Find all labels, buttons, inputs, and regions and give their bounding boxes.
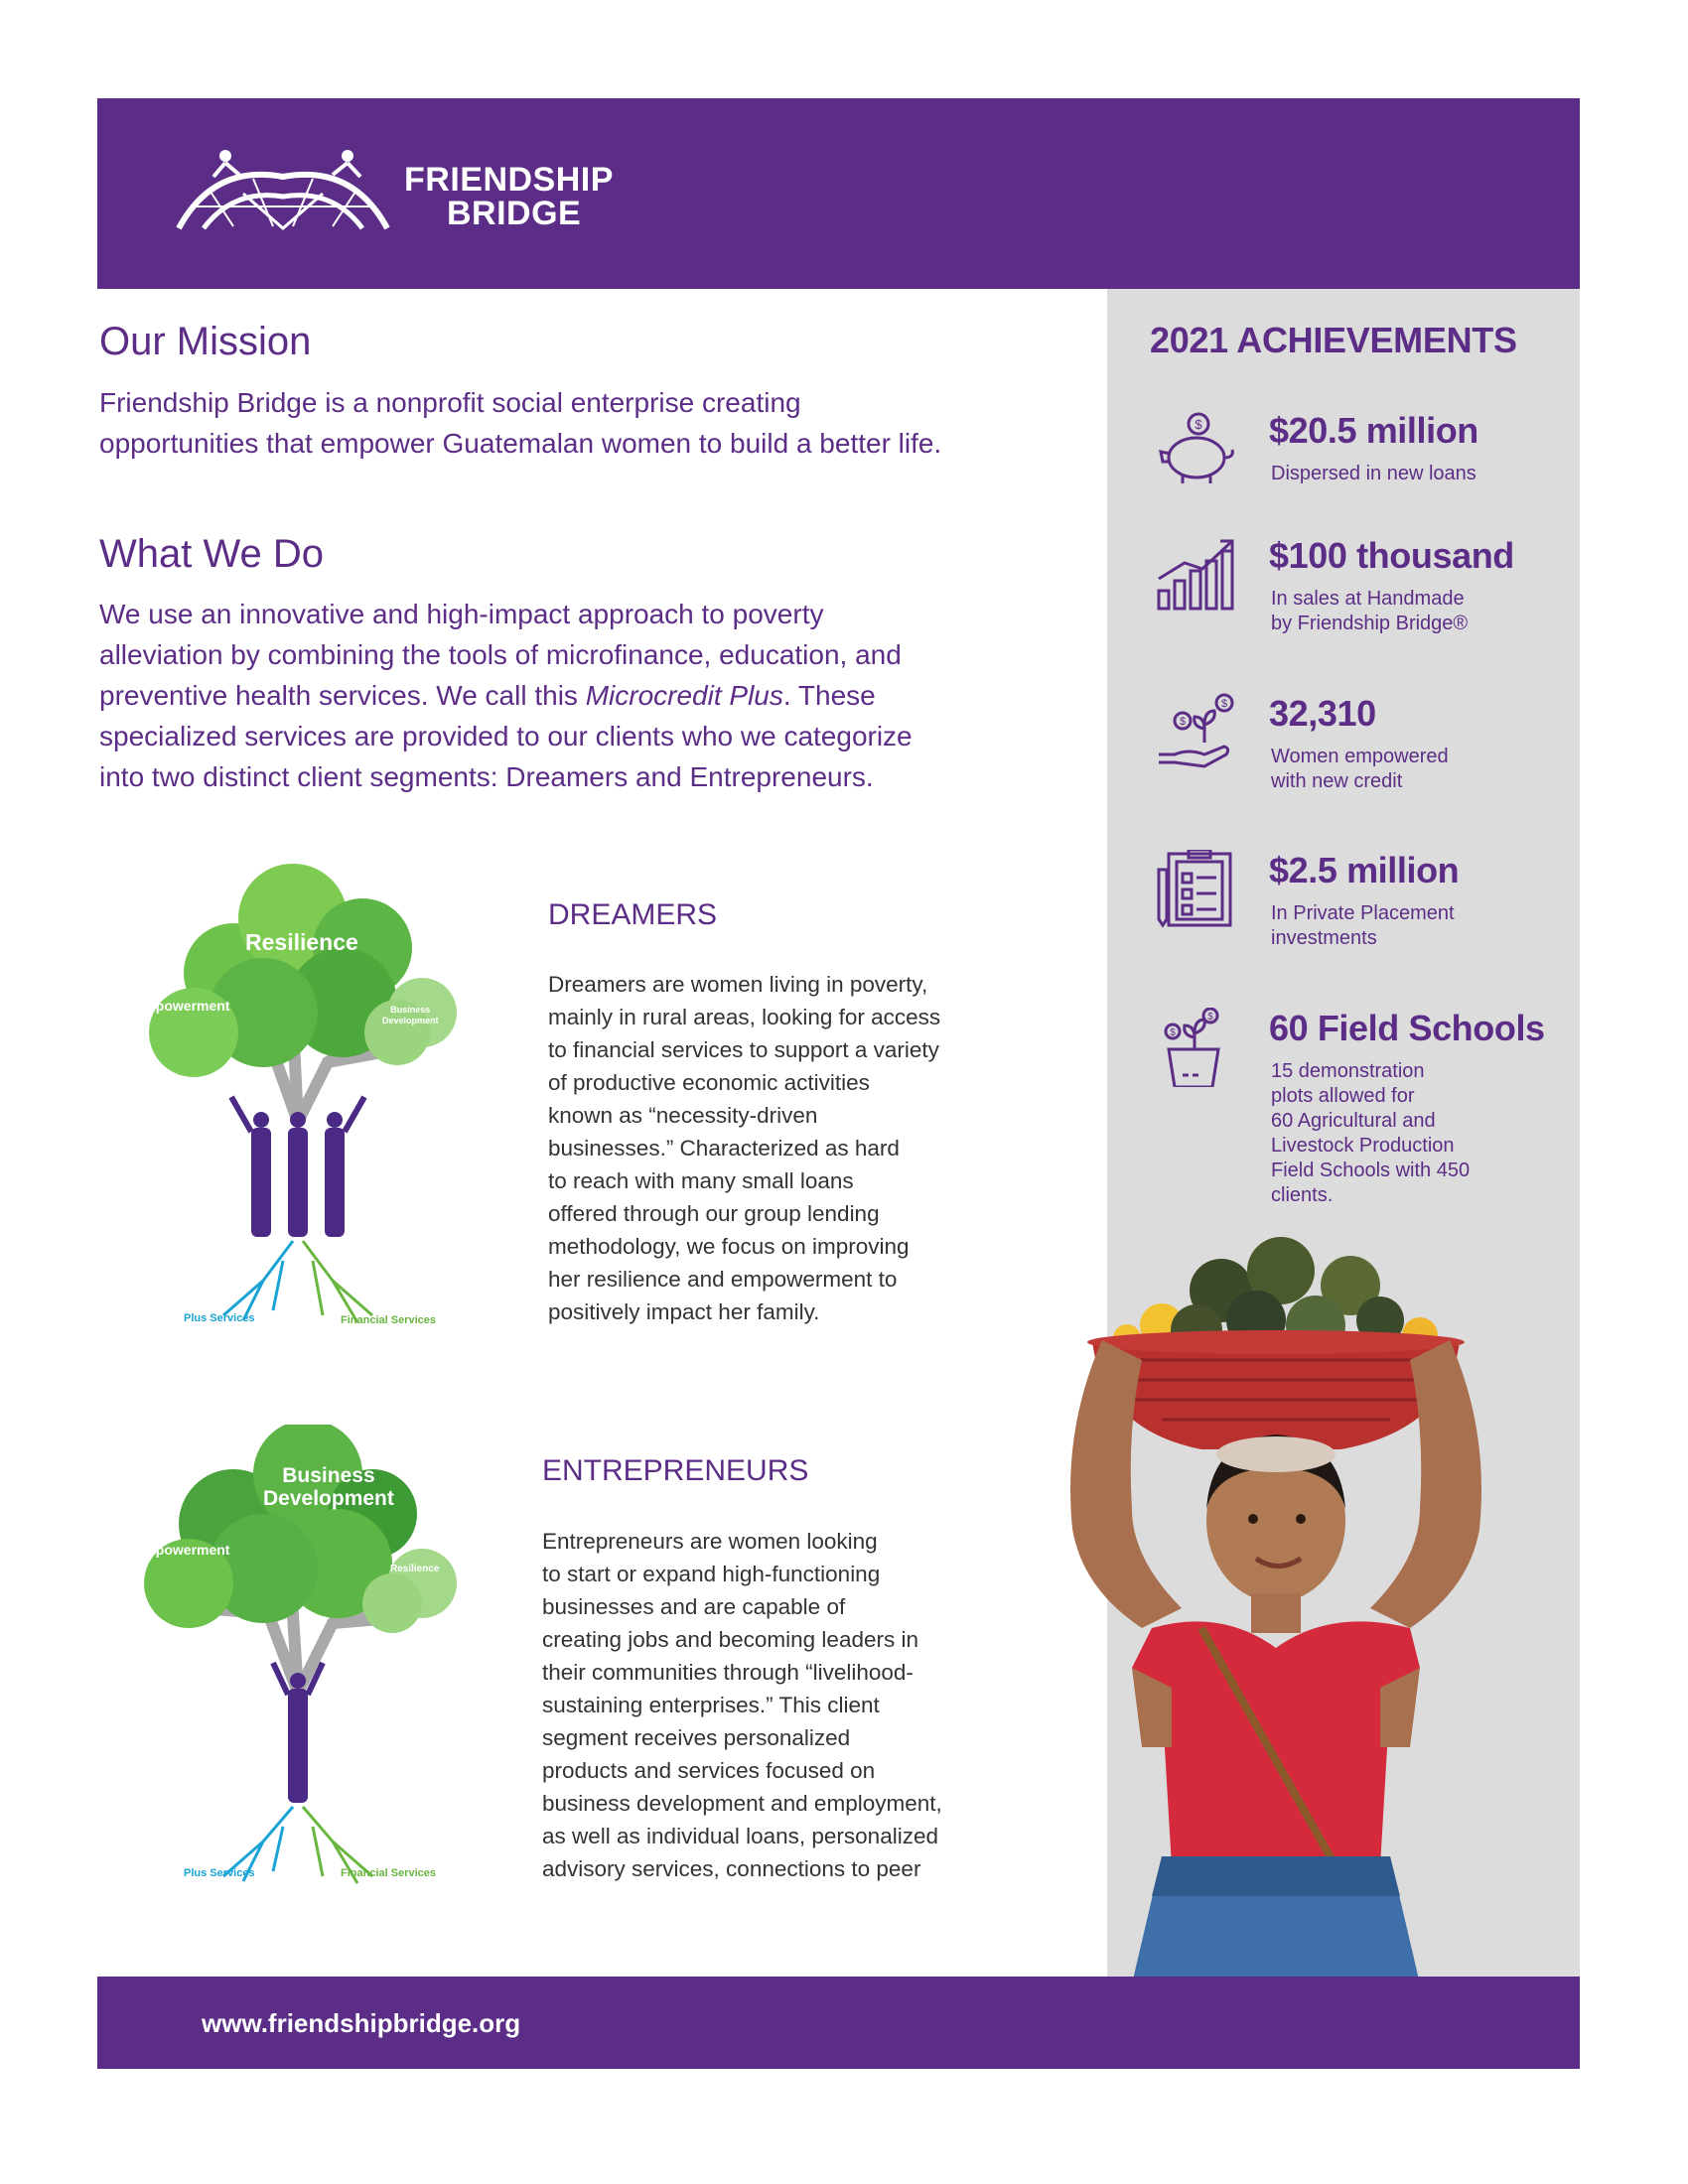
- achievement-value: 60 Field Schools: [1269, 1008, 1545, 1048]
- dreamers-text: Dreamers are women living in poverty, mainly in rural areas, looking for access to financial services to support a variety of productive economic activities known as “necessity-driven businesses.” Characterized as hard to reach with many small loans offered through our group lending methodology, we focus on improving her resilience and empowerment to positively impact her family.: [548, 972, 941, 1324]
- entrepreneurs-heading: ENTREPRENEURS: [542, 1454, 809, 1487]
- svg-text:$: $: [1220, 698, 1228, 710]
- mission-heading: Our Mission: [99, 320, 312, 363]
- svg-text:$: $: [1179, 716, 1187, 728]
- achievement-value: $100 thousand: [1269, 535, 1514, 576]
- achievement-value: $20.5 million: [1269, 410, 1478, 451]
- root-label-financial-services: Financial Services: [341, 1867, 436, 1879]
- tree-label-left: Empowerment: [134, 1542, 230, 1558]
- achievement-description: Dispersed in new loans: [1271, 463, 1477, 484]
- root-label-plus-services: Plus Services: [184, 1312, 255, 1324]
- woman-with-fruit-basket-photo: [1023, 1231, 1579, 2069]
- achievement-description: 15 demonstration plots allowed for 60 Agricultural and Livestock Production Field Schools with 450 clients.: [1271, 1060, 1471, 1206]
- piggy-bank-icon: [1155, 410, 1244, 489]
- what-we-do-heading: What We Do: [99, 532, 324, 576]
- tree-label-right: Business Development: [382, 1005, 439, 1025]
- hand-money-plant-icon: [1155, 693, 1244, 772]
- tree-label-main: Resilience: [245, 929, 358, 955]
- tree-label-right: Resilience: [390, 1564, 440, 1574]
- svg-text:$: $: [1170, 1027, 1176, 1038]
- achievement-value: 32,310: [1269, 693, 1376, 734]
- clipboard-checklist-icon: [1155, 850, 1244, 929]
- achievement-description: In Private Placement investments: [1271, 902, 1455, 949]
- friendship-bridge-logo[interactable]: [174, 149, 640, 243]
- website-link[interactable]: www.friendshipbridge.org: [202, 2008, 521, 2038]
- achievements-title: 2021 ACHIEVEMENTS: [1150, 320, 1517, 360]
- bridge-logo-icon: [174, 149, 392, 243]
- achievement-description: Women empowered with new credit: [1271, 746, 1449, 792]
- what-we-do-text: We use an innovative and high-impact approach to poverty alleviation by combining the tools of microfinance, education, and preventive health services. We call this Microcredit Plus. These specialized services are provided to our clients who we categorize into two distinct client segments: Dreamers and Entrepreneurs.: [99, 599, 913, 792]
- dreamers-heading: DREAMERS: [548, 898, 718, 931]
- entrepreneurs-tree-graphic: [124, 1425, 482, 1891]
- achievement-value: $2.5 million: [1269, 850, 1460, 890]
- dreamers-tree-graphic: [124, 864, 482, 1330]
- svg-text:$: $: [1195, 417, 1202, 432]
- potted-plant-money-icon: [1155, 1008, 1244, 1087]
- svg-text:$: $: [1207, 1012, 1213, 1023]
- tree-label-main: Business Development: [263, 1464, 394, 1510]
- logo-text-bridge: BRIDGE: [447, 195, 582, 232]
- growth-chart-icon: [1155, 535, 1244, 614]
- entrepreneurs-text: Entrepreneurs are women looking to start or expand high-functioning businesses and are capable of creating jobs and becoming leaders in their communities through “livelihood- sustaining enterprises.” This client segment receives personalized products and services focused on business development and employment, as well as individual loans, personalized advisory services, connections to peer: [542, 1529, 942, 1881]
- achievement-description: In sales at Handmade by Friendship Bridge®: [1271, 588, 1469, 634]
- tree-label-left: Empowerment: [134, 998, 230, 1014]
- logo-text-friendship: FRIENDSHIP: [404, 161, 614, 199]
- mission-text: Friendship Bridge is a nonprofit social enterprise creating opportunities that empower Guatemalan women to build a better life.: [99, 387, 942, 459]
- root-label-plus-services: Plus Services: [184, 1867, 255, 1879]
- photo-illustration: [1023, 1231, 1579, 2069]
- root-label-financial-services: Financial Services: [341, 1314, 436, 1326]
